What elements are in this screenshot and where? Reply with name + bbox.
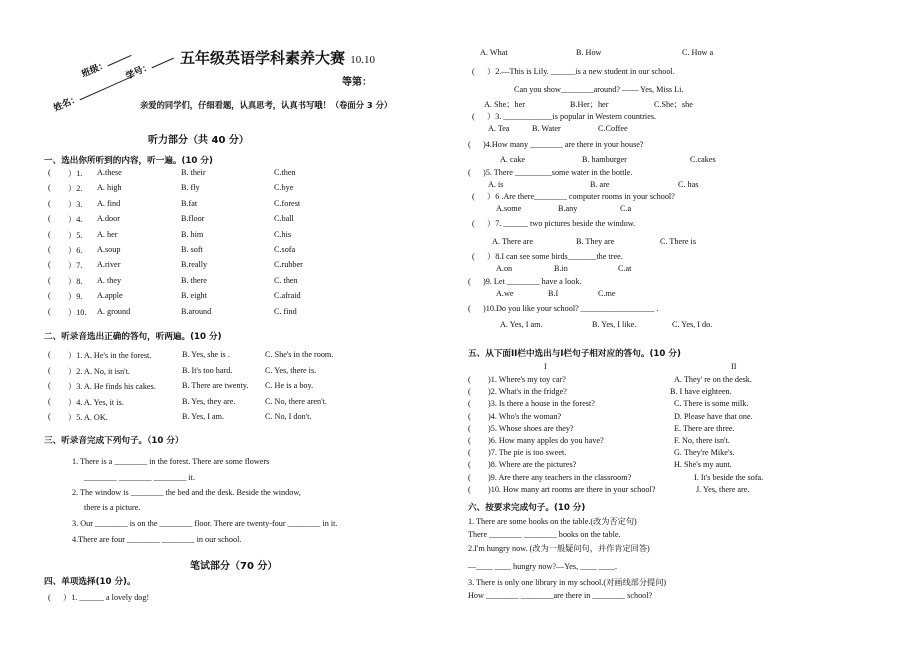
section5-row <box>468 399 908 411</box>
answer-paren: ( <box>48 306 51 316</box>
q1-options: A. What B. How C. How a <box>480 48 714 57</box>
question-number: ）9. <box>68 292 83 302</box>
question-number: ）3. <box>68 199 83 209</box>
answer-paren: ( <box>48 198 51 208</box>
q10-options: A. Yes, I am. B. Yes, I like. C. Yes, I do. <box>500 320 713 329</box>
option-a: A. they <box>97 275 122 285</box>
option-a: A.apple <box>97 291 123 301</box>
section1-row <box>44 199 444 211</box>
option-b: B. him <box>181 229 204 239</box>
q4-options: A. cake B. hamburger C.cakes <box>500 155 716 164</box>
option-c: C.sofa <box>274 245 296 254</box>
listening-title: 听力部分（共 40 分） <box>148 135 249 146</box>
column-2-answer: I. It's beside the sofa. <box>694 472 764 482</box>
section5-row <box>468 424 908 436</box>
option-c: C. find <box>274 306 297 316</box>
section1-row <box>44 245 444 257</box>
option-b: B.floor <box>181 214 205 224</box>
section1-row <box>44 168 444 180</box>
option-a: A.soup <box>97 245 121 254</box>
option-b: B.really <box>181 260 208 270</box>
option-c: C.then <box>274 168 296 177</box>
question-9: ( )9. Let ________ have a look. <box>468 277 582 286</box>
option-c: C.forest <box>274 198 301 208</box>
section3-line-2: ________ ________ ________ it. <box>84 473 195 482</box>
column-1-question: )1. Where's my toy car? <box>488 375 566 384</box>
option-a: A. ground <box>97 306 131 316</box>
answer-paren: ( <box>48 291 51 301</box>
answer-paren: ( <box>48 350 51 359</box>
column-2-answer: B. I have eighteen. <box>670 387 732 397</box>
option-c: C.ball <box>274 214 294 224</box>
option-b: B. Yes, she is . <box>182 350 230 359</box>
column-1-question: )10. How many art rooms are there in your school? <box>488 484 656 494</box>
answer-paren: ( <box>468 460 471 470</box>
number-label: 学号： <box>124 51 175 81</box>
column-1-label: I <box>544 362 547 371</box>
q2-options: A. She；her B.Her；her C.She；she <box>484 100 693 109</box>
option-b: B. there <box>181 275 207 285</box>
column-2-answer: J. Yes, there are. <box>696 484 750 494</box>
q6-options: A.some B.any C.a <box>496 204 632 213</box>
option-b: B. It's too hard. <box>182 365 233 375</box>
q8-options: A.on B.in C.at <box>496 264 632 273</box>
section5-title: 五、从下面II栏中选出与I栏句子相对应的答句。(10 分) <box>468 349 681 359</box>
option-b: B.around <box>181 306 212 316</box>
option-c: C.his <box>274 229 292 239</box>
section5-row <box>468 473 908 485</box>
section6-line-4: —____ ____ hungry now?—Yes, ____ ____. <box>468 562 618 571</box>
section1-row <box>44 183 444 195</box>
column-2-label: II <box>731 362 737 371</box>
question-number: ）10. <box>68 307 87 317</box>
instruction-text: 亲爱的同学们，仔细看题，认真思考，认真书写哦！（卷面分 3 分） <box>140 100 393 110</box>
column-1-question: )6. How many apples do you have? <box>488 436 604 445</box>
section3-line-4: there is a picture. <box>84 503 141 512</box>
answer-paren: ( <box>468 399 471 409</box>
section3-line-5: 3. Our ________ is on the ________ floor. There are twenty-four ________ in it. <box>72 519 338 528</box>
column-1-question: )3. Is there a house in the forest? <box>488 399 595 409</box>
option-a: A.door <box>97 214 120 224</box>
section3-line-6: 4.There are four ________ ________ in our school. <box>72 535 242 544</box>
column-2-answer: C. There is some milk. <box>674 399 749 409</box>
option-c: C. Yes, there is. <box>265 365 317 375</box>
option-b: B.fat <box>181 198 198 208</box>
section2-row <box>44 412 444 424</box>
answer-paren: ( <box>48 229 51 239</box>
q3-options: A. Tea B. Water C.Coffee <box>488 124 628 133</box>
question-stem: ）4. A. Yes, it is. <box>68 397 124 407</box>
question-number: ）5. <box>68 230 83 240</box>
column-2-answer: F. No, there isn't. <box>674 436 730 445</box>
column-1-question: )4. Who's the woman? <box>488 411 562 421</box>
option-c: C. No, I don't. <box>265 412 312 421</box>
section2-row <box>44 350 444 362</box>
option-c: C.afraid <box>274 291 301 301</box>
section6-line-1: 1. There are some books on the table.(改为否定句) <box>468 517 637 526</box>
section6-line-6: How ________ ________are there in ________ school? <box>468 591 653 600</box>
question-number: ）2. <box>68 184 83 194</box>
answer-paren: ( <box>468 448 471 458</box>
answer-paren: ( <box>48 168 51 177</box>
question-1: ( ）1. ______ a lovely dog! <box>48 593 150 602</box>
q9-options: A.we B.I C.me <box>496 289 616 298</box>
rank-label: 等第： <box>342 77 372 88</box>
question-7: ( ）7. ______ two pictures beside the window. <box>472 219 636 228</box>
section6-line-2: There ________ ________ books on the table. <box>468 530 621 539</box>
exam-date: 10.10 <box>350 54 375 66</box>
section5-row <box>468 436 908 448</box>
section5-row <box>468 448 908 460</box>
option-c: C. then <box>274 275 298 285</box>
column-1-question: )8. Where are the pictures? <box>488 460 577 470</box>
option-a: A. her <box>97 229 118 239</box>
section1-row <box>44 276 444 288</box>
answer-paren: ( <box>48 214 51 224</box>
question-8: ( ）8.I can see some birds_______the tree. <box>472 252 623 261</box>
answer-paren: ( <box>468 472 471 482</box>
question-6: ( ）6 .Are there________ computer rooms in your school? <box>472 192 675 201</box>
answer-paren: ( <box>48 381 51 390</box>
section1-row <box>44 307 444 319</box>
question-2-line2: Can you show________around? —— Yes, Miss Li. <box>514 85 684 94</box>
section2-title: 二、听录音选出正确的答句，听两遍。(10 分) <box>44 332 222 342</box>
section6-line-5: 3. There is only one library in my school.(对画线部分提问) <box>468 578 667 587</box>
section3-title: 三、听录音完成下列句子。（10 分） <box>44 436 184 446</box>
question-number: ）6. <box>68 246 83 255</box>
section5-row <box>468 460 908 472</box>
column-2-answer: A. They' re on the desk. <box>674 375 752 384</box>
column-2-answer: E. There are three. <box>674 423 735 433</box>
section1-row <box>44 260 444 272</box>
column-1-question: )5. Whose shoes are they? <box>488 423 574 433</box>
section3-line-3: 2. The window is ________ the bed and the desk. Beside the window, <box>72 488 301 497</box>
question-4: ( )4.How many ________ are there in your house? <box>468 140 644 149</box>
option-b: B. their <box>181 168 206 177</box>
option-a: A.these <box>97 168 122 177</box>
writing-title: 笔试部分（70 分） <box>190 561 278 572</box>
section2-row <box>44 366 444 378</box>
question-number: ）8. <box>68 276 83 286</box>
option-a: A. find <box>97 198 121 208</box>
column-2-answer: G. They're Mike's. <box>674 448 735 458</box>
section4-title: 四、单项选择(10 分)。 <box>44 577 136 587</box>
option-c: C. No, there aren't. <box>265 396 327 406</box>
option-b: B. Yes, I am. <box>182 412 225 421</box>
option-a: A. high <box>97 183 122 193</box>
q7-options: A. There are B. They are C. There is <box>492 237 697 246</box>
section2-row <box>44 397 444 409</box>
answer-paren: ( <box>468 387 471 397</box>
answer-paren: ( <box>48 365 51 375</box>
column-2-answer: D. Please have that one. <box>674 411 753 421</box>
column-2-answer: H. She's my aunt. <box>674 460 732 470</box>
section1-row <box>44 230 444 242</box>
answer-paren: ( <box>48 275 51 285</box>
answer-paren: ( <box>48 260 51 270</box>
section1-row <box>44 214 444 226</box>
option-c: C. She's in the room. <box>265 350 334 359</box>
option-b: B. soft <box>181 245 203 254</box>
option-c: C.bye <box>274 183 294 193</box>
option-c: C. He is a boy. <box>265 381 314 390</box>
section6-title: 六、按要求完成句子。(10 分) <box>468 503 586 513</box>
answer-paren: ( <box>48 245 51 254</box>
section5-row <box>468 387 908 399</box>
question-stem: ）3. A. He finds his cakes. <box>68 382 156 391</box>
answer-paren: ( <box>48 412 51 421</box>
question-number: ）4. <box>68 215 83 225</box>
question-number: ）7. <box>68 261 83 271</box>
section5-row <box>468 412 908 424</box>
question-2: ( ）2.—This is Lily. ______is a new student in our school. <box>472 67 675 76</box>
answer-paren: ( <box>48 396 51 406</box>
question-stem: ）1. A. He's in the forest. <box>68 351 152 360</box>
option-b: B. There are twenty. <box>182 381 249 390</box>
question-3: ( ）3. ____________is popular in Western countries. <box>472 112 657 121</box>
section1-title: 一、选出你所听到的内容，听一遍。(10 分) <box>44 156 213 166</box>
class-label: 班级： <box>80 48 132 79</box>
option-b: B. fly <box>181 183 200 193</box>
section1-row <box>44 291 444 303</box>
answer-paren: ( <box>468 411 471 421</box>
question-number: ）1. <box>68 169 83 178</box>
q5-options: A. is B. are C. has <box>488 180 699 189</box>
answer-paren: ( <box>468 484 471 494</box>
section2-row <box>44 381 444 393</box>
answer-paren: ( <box>468 423 471 433</box>
answer-paren: ( <box>48 593 64 602</box>
answer-paren: ( <box>48 183 51 193</box>
question-10: ( )10.Do you like your school? __________________ . <box>468 304 659 313</box>
column-1-question: )2. What's in the fridge? <box>488 387 567 397</box>
section3-line-1: 1. There is a ________ in the forest. There are some flowers <box>72 457 270 466</box>
question-stem: ）5. A. OK. <box>68 413 108 422</box>
option-a: A.river <box>97 260 121 270</box>
section5-row <box>468 375 908 387</box>
question-stem: ）2. A. No, it isn't. <box>68 366 130 376</box>
column-1-question: )7. The pie is too sweet. <box>488 448 567 458</box>
answer-paren: ( <box>468 375 471 384</box>
section6-line-3: 2.I'm hungry now. (改为一般疑问句，并作肯定回答) <box>468 544 650 553</box>
answer-paren: ( <box>468 436 471 445</box>
option-b: B. Yes, they are. <box>182 396 236 406</box>
name-label: 姓名： <box>52 69 136 114</box>
option-c: C.rubber <box>274 260 303 270</box>
option-b: B. eight <box>181 291 207 301</box>
column-1-question: )9. Are there any teachers in the classroom? <box>488 472 632 482</box>
section5-row <box>468 485 908 497</box>
page-title: 五年级英语学科素养大赛 10.10 <box>180 49 375 67</box>
question-5: ( )5. There _________some water in the bottle. <box>468 168 633 177</box>
